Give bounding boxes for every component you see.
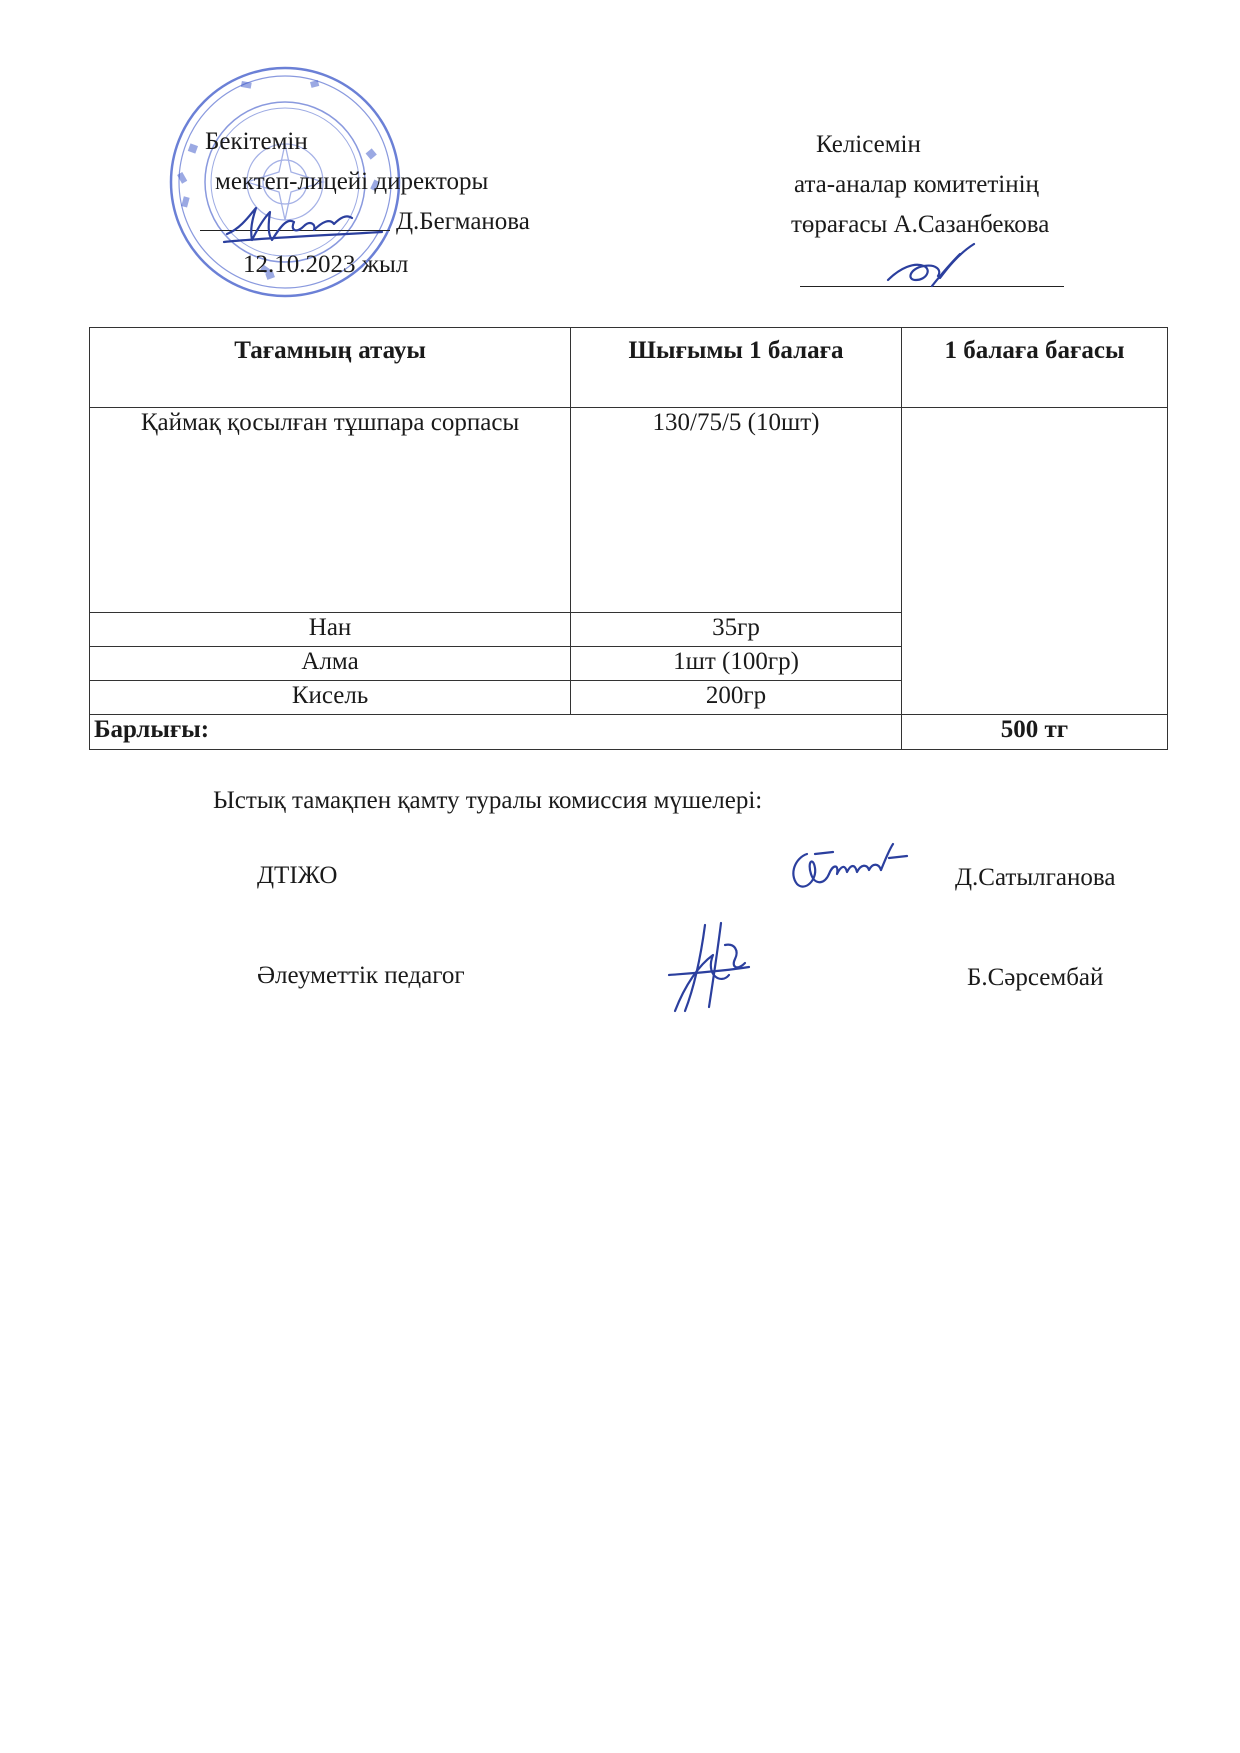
member-name: Б.Сәрсембай bbox=[967, 964, 1104, 991]
member-name: Д.Сатылганова bbox=[955, 864, 1116, 891]
header-price: 1 балаға бағасы bbox=[901, 328, 1167, 408]
dish-name-cell: Нан bbox=[90, 613, 571, 647]
dish-yield-cell: 1шт (100гр) bbox=[571, 647, 902, 681]
approval-position: мектеп-лицейі директоры bbox=[215, 168, 489, 195]
total-price: 500 тг bbox=[901, 715, 1167, 750]
commission-heading: Ыстық тамақпен қамту туралы комиссия мүшелері: bbox=[213, 787, 763, 814]
agreement-position: ата-аналар комитетінің bbox=[794, 171, 1039, 198]
header-dish-name: Тағамның атауы bbox=[90, 328, 571, 408]
member-role: ДТІЖО bbox=[257, 862, 338, 889]
dish-name-cell: Кисель bbox=[90, 681, 571, 715]
dish-yield-cell: 200гр bbox=[571, 681, 902, 715]
agreement-title: Келісемін bbox=[816, 131, 921, 158]
director-signature bbox=[222, 200, 387, 250]
agreement-name: төрағасы А.Сазанбекова bbox=[791, 211, 1050, 238]
approval-name: Д.Бегманова bbox=[396, 208, 530, 235]
member-signature bbox=[785, 840, 915, 898]
table-header-row bbox=[90, 328, 1168, 408]
header-yield: Шығымы 1 балаға bbox=[571, 328, 902, 408]
approval-title: Бекітемін bbox=[205, 128, 308, 155]
dish-name-cell: Қаймақ қосылған тұшпара сорпасы bbox=[90, 408, 571, 613]
committee-chair-signature bbox=[880, 240, 980, 295]
table-row bbox=[90, 408, 1168, 613]
table-total-row bbox=[90, 715, 1168, 750]
dish-name-cell: Алма bbox=[90, 647, 571, 681]
dish-yield-cell: 35гр bbox=[571, 613, 902, 647]
member-role: Әлеуметтік педагог bbox=[257, 962, 465, 989]
member-signature bbox=[665, 915, 780, 1015]
price-cell-empty bbox=[901, 408, 1167, 715]
approval-date: 12.10.2023 жыл bbox=[243, 251, 409, 278]
menu-table bbox=[89, 327, 1168, 750]
total-label: Барлығы: bbox=[90, 715, 902, 750]
dish-yield-cell: 130/75/5 (10шт) bbox=[571, 408, 902, 613]
